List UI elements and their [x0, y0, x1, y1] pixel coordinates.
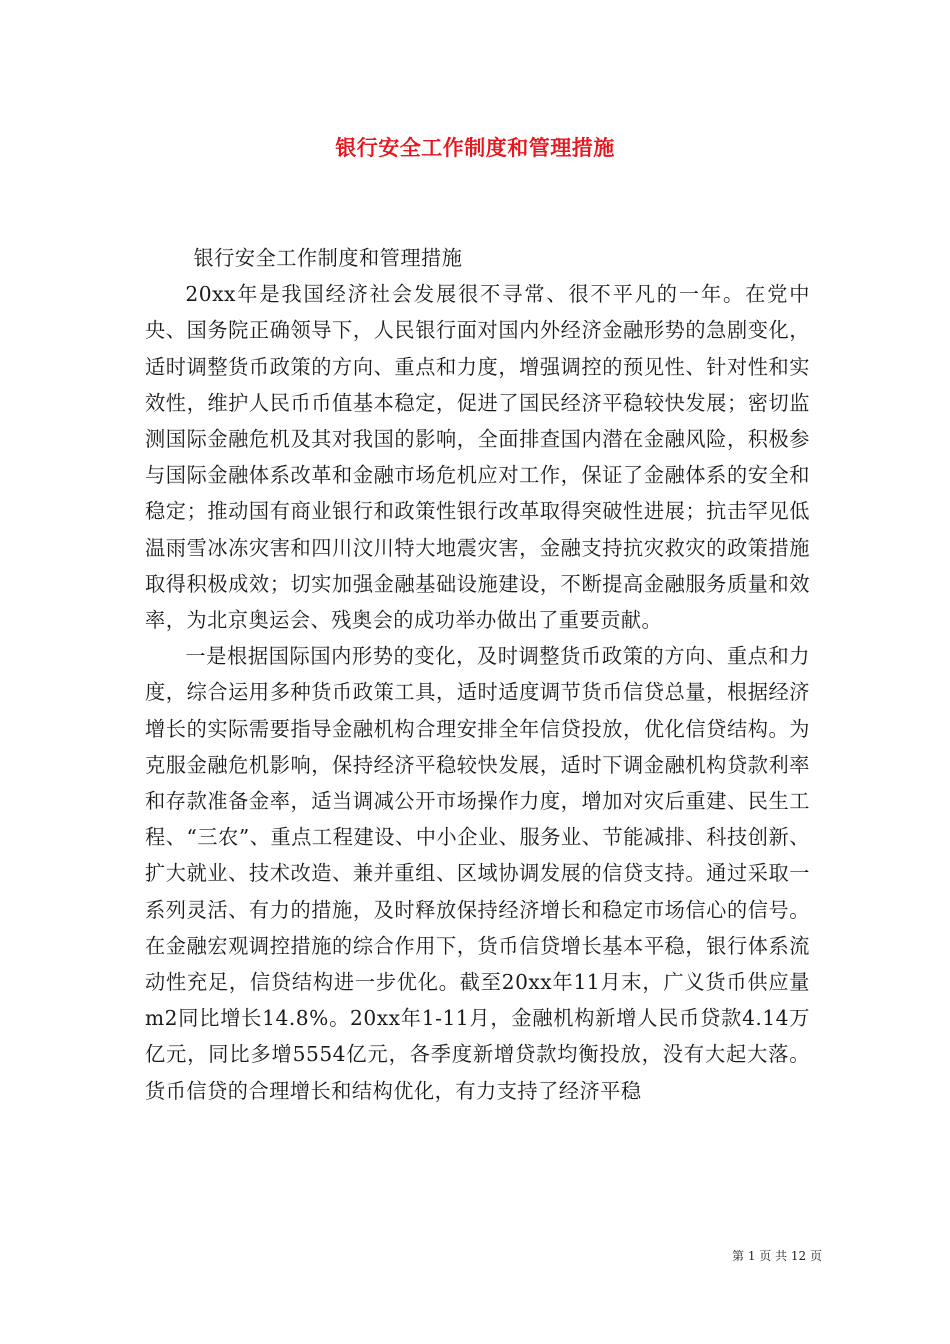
page-number: 第 1 页 共 12 页 [732, 1249, 822, 1263]
paragraph-point-one: 一是根据国际国内形势的变化，及时调整货币政策的方向、重点和力度，综合运用多种货币政策工具，适时适度调节货币信贷总量，根据经济增长的实际需要指导金融机构合理安排全年信贷投放，优化信贷结构。为克服金融危机影响，保持经济平稳较快发展，适时下调金融机构贷款利率和存款准备金率，适当调减公开市场操作力度，增加对灾后重建、民生工程、“三农”、重点工程建设、中小企业、服务业、节能减排、科技创新、扩大就业、技术改造、兼并重组、区域协调发展的信贷支持。通过采取一系列灵活、有力的措施，及时释放保持经济增长和稳定市场信心的信号。在金融宏观调控措施的综合作用下，货币信贷增长基本平稳，银行体系流动性充足，信贷结构进一步优化。截至20xx年11月末，广义货币供应量m2同比增长14.8%。20xx年1-11月，金融机构新增人民币贷款4.14万亿元，同比多增5554亿元，各季度新增贷款均衡投放，没有大起大落。货币信贷的合理增长和结构优化，有力支持了经济平稳 [145, 644, 810, 1103]
document-subtitle: 银行安全工作制度和管理措施 [193, 246, 463, 270]
document-body [145, 240, 810, 1109]
document-title: 银行安全工作制度和管理措施 [335, 136, 615, 160]
paragraph-intro: 20xx年是我国经济社会发展很不寻常、很不平凡的一年。在党中央、国务院正确领导下，人民银行面对国内外经济金融形势的急剧变化，适时调整货币政策的方向、重点和力度，增强调控的预见性、针对性和实效性，维护人民币币值基本稳定，促进了国民经济平稳较快发展；密切监测国际金融危机及其对我国的影响，全面排查国内潜在金融风险，积极参与国际金融体系改革和金融市场危机应对工作，保证了金融体系的安全和稳定；推动国有商业银行和政策性银行改革取得突破性进展；抗击罕见低温雨雪冰冻灾害和四川汶川特大地震灾害，金融支持抗灾救灾的政策措施取得积极成效；切实加强金融基础设施建设，不断提高金融服务质量和效率，为北京奥运会、残奥会的成功举办做出了重要贡献。 [145, 282, 810, 633]
